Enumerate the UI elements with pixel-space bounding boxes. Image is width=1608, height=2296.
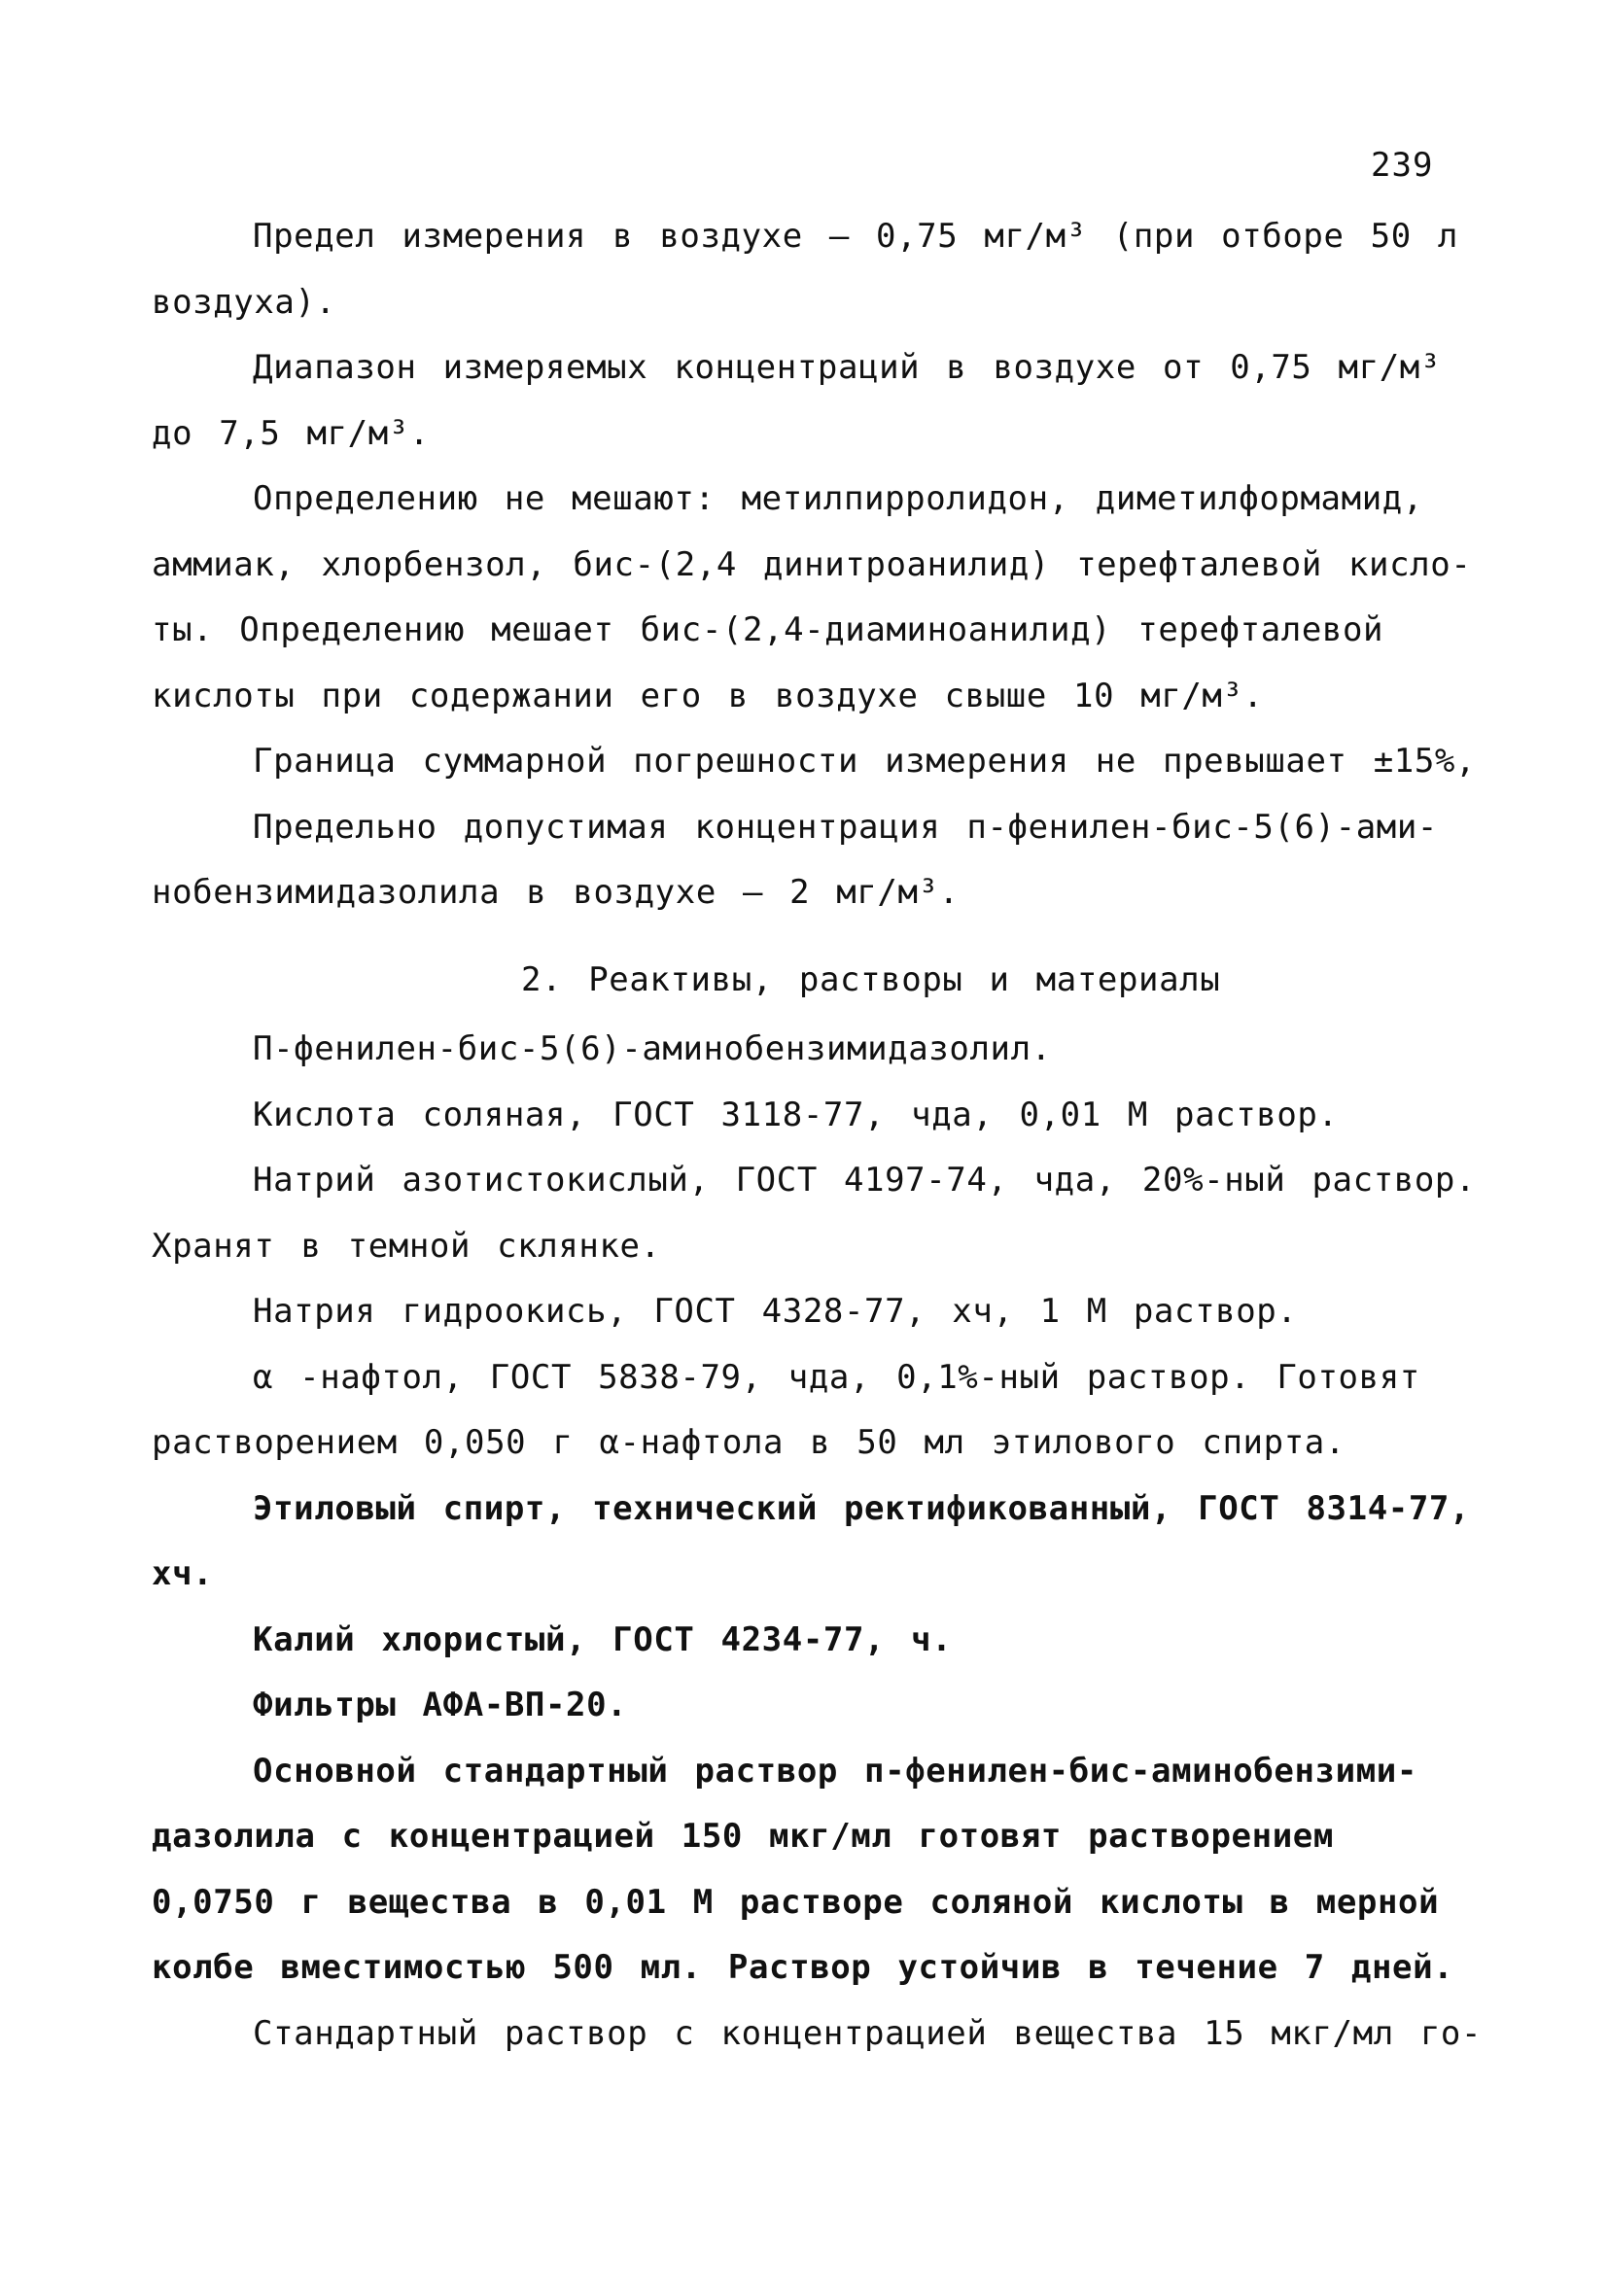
reagent-item	[152, 1017, 1474, 1083]
reagent-item	[152, 1083, 1474, 1149]
text-line: Граница суммарной погрешности измерения не превышает ±15%,	[253, 742, 1477, 781]
text-line: до 7,5 мг/м³.	[152, 413, 430, 453]
text-line: нобензимидазолила в воздухе – 2 мг/м³.	[152, 873, 960, 912]
paragraph-standard-solution	[152, 2001, 1483, 2068]
text-line: Калий хлористый, ГОСТ 4234-77, ч.	[253, 1619, 953, 1659]
text-line: Основной стандартный раствор п-фенилен-бис-аминобензими-	[253, 1751, 1417, 1791]
text-line: хч.	[152, 1554, 214, 1593]
page-number: 239	[1371, 146, 1434, 185]
paragraph-max-permissible-concentration	[152, 795, 1474, 926]
text-line: α -нафтол, ГОСТ 5838-79, чда, 0,1%-ный раствор. Готовят	[253, 1357, 1420, 1397]
text-line: кислоты при содержании его в воздухе свыше 10 мг/м³.	[152, 676, 1264, 715]
text-line: растворением 0,050 г α-нафтола в 50 мл этилового спирта.	[152, 1423, 1346, 1462]
text-line: колбе вместимостью 500 мл. Раствор устойчив в течение 7 дней.	[152, 1948, 1454, 1987]
reagent-item	[152, 1608, 1474, 1674]
text-line: Кислота соляная, ГОСТ 3118-77, чда, 0,01 М раствор.	[253, 1095, 1339, 1134]
text-line: Диапазон измеряемых концентраций в воздухе от 0,75 мг/м³	[253, 348, 1441, 387]
paragraph-measurement-limit	[152, 204, 1474, 335]
text-line: 0,0750 г вещества в 0,01 М растворе соляной кислоты в мерной	[152, 1882, 1440, 1922]
reagent-item	[152, 1148, 1477, 1279]
text-line: Натрий азотистокислый, ГОСТ 4197-74, чда, 20%-ный раствор.	[253, 1161, 1477, 1200]
reagent-item	[152, 1279, 1474, 1345]
text-line: Этиловый спирт, технический ректификованный, ГОСТ 8314-77,	[253, 1488, 1471, 1528]
text-line: Предельно допустимая концентрация п-фенилен-бис-5(6)-ами-	[253, 807, 1438, 847]
text-line: воздуха).	[152, 282, 336, 322]
text-line: Фильтры АФА-ВП-20.	[253, 1686, 628, 1724]
reagent-item	[152, 1477, 1474, 1608]
reagent-item	[152, 1673, 1474, 1739]
paragraph-concentration-range	[152, 335, 1474, 467]
reagent-item	[152, 1345, 1474, 1477]
text-line: Определению не мешают: метилпирролидон, диметилформамид,	[253, 479, 1423, 518]
text-line: Стандартный раствор с концентрацией вещества 15 мкг/мл го-	[253, 2013, 1483, 2053]
text-line: Хранят в темной склянке.	[152, 1226, 661, 1266]
text-line: П-фенилен-бис-5(6)-аминобензимидазолил.	[253, 1029, 1052, 1068]
text-line: ты. Определению мешает бис-(2,4-диаминоанилид) терефталевой	[152, 610, 1384, 649]
text-line: дазолила с концентрацией 150 мкг/мл готовят растворением	[152, 1817, 1334, 1856]
text-line: аммиак, хлорбензол, бис-(2,4 динитроанилид) терефталевой кисло-	[152, 544, 1472, 584]
paragraph-error-bound	[152, 729, 1477, 795]
text-line: Предел измерения в воздухе – 0,75 мг/м³ (при отборе 50 л	[253, 217, 1458, 256]
paragraph-stock-solution	[152, 1739, 1474, 2001]
text-line: Натрия гидроокись, ГОСТ 4328-77, хч, 1 М раствор.	[253, 1292, 1298, 1331]
section-heading: 2. Реактивы, растворы и материалы	[521, 959, 1221, 999]
paragraph-interferences	[152, 467, 1474, 729]
document-body	[152, 204, 1483, 2067]
